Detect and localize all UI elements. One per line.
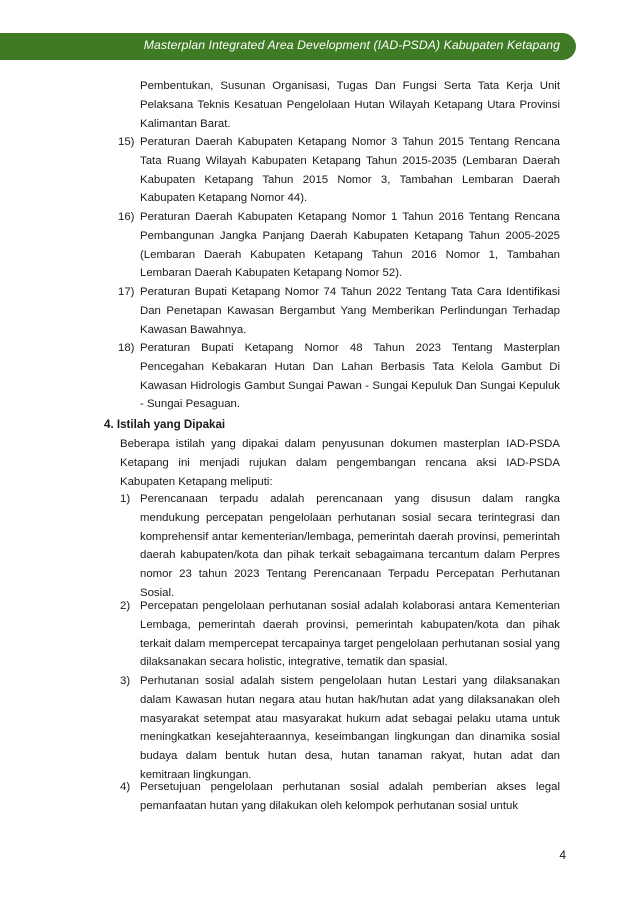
term-definition: Perhutanan sosial adalah sistem pengelolaan hutan Lestari yang dilaksanakan dalam Kawasan hutan negara atau hutan hak/hutan adat yang dilaksanakan oleh masyarakat setempat atau masyarakat hukum adat sebagai pelaku utama untuk meningkatkan kesejahteraannya, keseimbangan lingkungan dan dinamika sosial budaya dalam bentuk hutan desa, hutan tanaman rakyat, hutan adat dan kemitraan lingkungan. — [140, 675, 560, 781]
header-title: Masterplan Integrated Area Development (IAD-PSDA) Kabupaten Ketapang — [143, 38, 560, 52]
regulation-number: 16) — [118, 211, 135, 223]
regulation-number: 17) — [118, 286, 135, 298]
regulation-text: Peraturan Bupati Ketapang Nomor 74 Tahun 2022 Tentang Tata Cara Identifikasi Dan Penetapan Kawasan Bergambut Yang Memberikan Perlindungan Terhadap Kawasan Bawahnya. — [140, 286, 560, 336]
regulation-continuation: Pembentukan, Susunan Organisasi, Tugas Dan Fungsi Serta Tata Kerja Unit Pelaksana Teknis Kesatuan Pengelolaan Hutan Wilayah Ketapang Utara Provinsi Kalimantan Barat. — [140, 80, 560, 130]
section-heading: 4. Istilah yang Dipakai — [104, 418, 226, 431]
term-number: 1) — [120, 493, 131, 505]
term-number: 2) — [120, 600, 131, 612]
regulation-number: 15) — [118, 136, 135, 148]
term-definition: Persetujuan pengelolaan perhutanan sosial adalah pemberian akses legal pemanfaatan hutan yang dilakukan oleh kelompok perhutanan sosial untuk — [140, 781, 560, 812]
regulation-text: Peraturan Bupati Ketapang Nomor 48 Tahun 2023 Tentang Masterplan Pencegahan Kebakaran Hutan Dan Lahan Berbasis Tata Kelola Gambut Di Kawasan Hidrologis Gambut Sungai Pawan - Sungai Kepuluk Dan Sungai Kepuluk - Sungai Pesaguan. — [140, 342, 560, 411]
term-definition: Perencanaan terpadu adalah perencanaan yang disusun dalam rangka mendukung percepatan pengelolaan perhutanan sosial secara terintegrasi dan komprehensif antar kementerian/lembaga, pemerintah daerah provinsi, pemerintah daerah kabupaten/kota dan pihak terkait sebagaimana tercantum dalam Perpres nomor 23 tahun 2023 Tentang Perencanaan Terpadu Percepatan Perhutanan Sosial. — [140, 493, 560, 599]
regulation-text: Peraturan Daerah Kabupaten Ketapang Nomor 1 Tahun 2016 Tentang Rencana Pembangunan Jangka Panjang Daerah Kabupaten Ketapang Tahun 2005-2025 (Lembaran Daerah Kabupaten Ketapang Tahun 2016 Nomor 1, Tambahan Lembaran Daerah Kabupaten Ketapang Nomor 52). — [140, 211, 560, 280]
term-definition: Percepatan pengelolaan perhutanan sosial adalah kolaborasi antara Kementerian Lembaga, pemerintah daerah provinsi, pemerintah kabupaten/kota dan pihak terkait dalam mempercepat tercapainya target pengelolaan perhutanan sosial yang dilaksanakan secara holistic, integrative, tematik dan spasial. — [140, 600, 560, 669]
term-number: 4) — [120, 781, 131, 793]
page-number: 4 — [559, 848, 566, 862]
regulation-number: 18) — [118, 342, 135, 354]
section-intro: Beberapa istilah yang dipakai dalam penyusunan dokumen masterplan IAD-PSDA Ketapang ini menjadi rujukan dalam pengembangan rencana aksi IAD-PSDA Kabupaten Ketapang meliputi: — [120, 438, 560, 488]
term-number: 3) — [120, 675, 131, 687]
regulation-text: Peraturan Daerah Kabupaten Ketapang Nomor 3 Tahun 2015 Tentang Rencana Tata Ruang Wilayah Kabupaten Ketapang Tahun 2015-2035 (Lembaran Daerah Kabupaten Ketapang Tahun 2015 Nomor 3, Tambahan Lembaran Daerah Kabupaten Ketapang Nomor 44). — [140, 136, 560, 205]
